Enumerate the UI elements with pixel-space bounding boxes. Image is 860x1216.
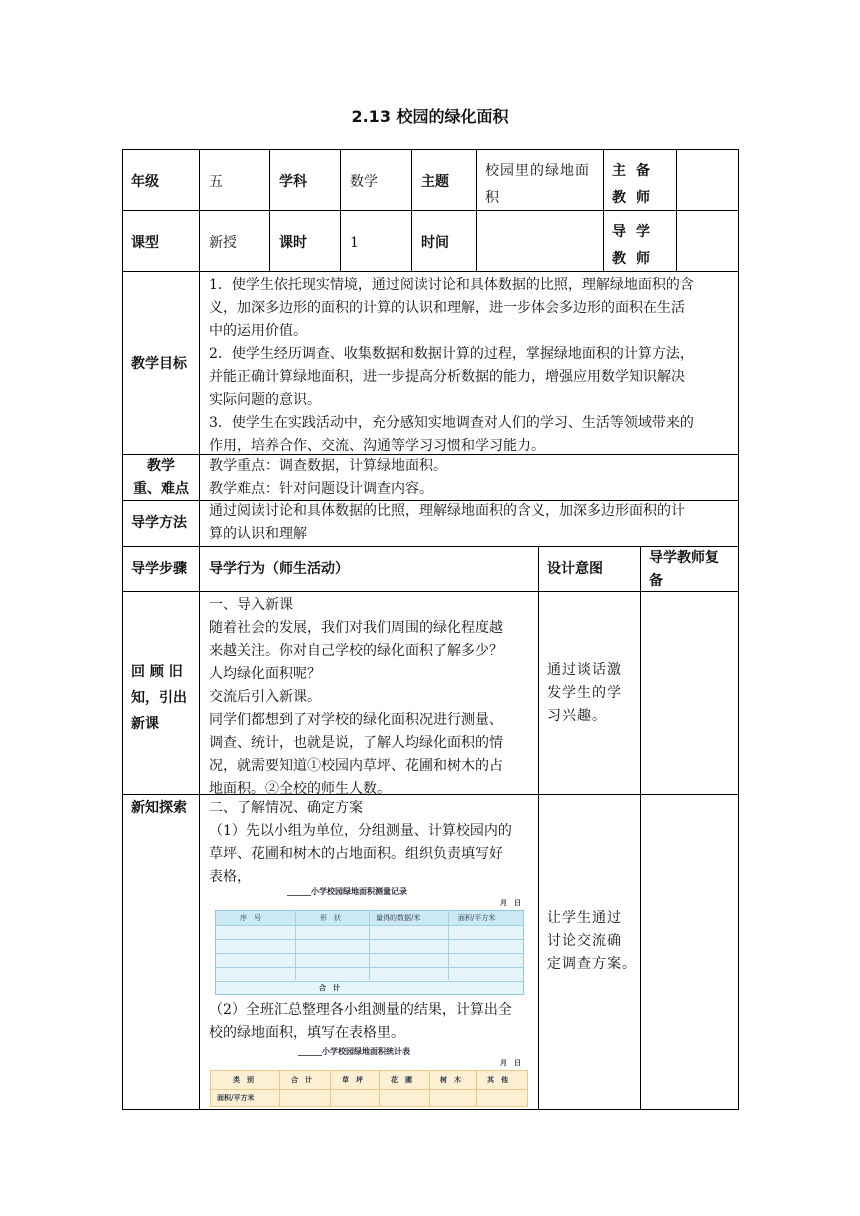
step1-line: 一、导入新课 — [209, 597, 293, 613]
method-line: 算的认识和理解 — [209, 526, 307, 542]
table2-header: 草 坪 — [342, 1075, 363, 1084]
statistics-table — [210, 1070, 528, 1107]
step2-intent-line: 讨论交流确 — [547, 933, 622, 949]
key-points-text — [209, 455, 737, 501]
step2-label: 新知探索 — [131, 800, 187, 816]
step1-line: 同学们都想到了对学校的绿化面积况进行测量、 — [209, 712, 503, 728]
lesson-type-label: 课型 — [131, 235, 159, 251]
step1-line: 人均绿化面积呢？ — [209, 666, 321, 682]
time-label: 时间 — [421, 235, 449, 251]
step1-line: 随着社会的发展，我们对我们周围的绿化程度越 — [209, 620, 503, 636]
method-text — [209, 500, 737, 546]
step1-line: 地面积。②全校的师生人数。 — [209, 781, 391, 797]
period-label: 课时 — [279, 235, 307, 251]
behavior-header: 导学行为（师生活动） — [209, 561, 349, 577]
table1-header: 序 号 — [240, 914, 261, 922]
guide-teacher-label: 导学教师 — [612, 224, 660, 267]
table1-header: 量得的数据/米 — [376, 914, 421, 922]
table1-total: 合 计 — [319, 983, 340, 992]
objective-line: 3．使学生在实践活动中，充分感知实地调查对人们的学习、生活等领域带来的 — [209, 415, 694, 431]
step1-intent-line: 习兴趣。 — [547, 708, 607, 724]
step1-label-line: 知，引出 — [131, 690, 187, 706]
objectives-label: 教学目标 — [131, 356, 187, 372]
step2-text-b — [209, 999, 537, 1045]
step2-intent-line: 定调查方案。 — [547, 956, 637, 972]
table2-header: 花 圃 — [391, 1075, 412, 1084]
table2-title: ______小学校园绿地面积统计表 — [298, 1046, 410, 1056]
review-header-line1: 导学教师复 — [649, 550, 719, 566]
key-points-label-line2: 重、难点 — [133, 481, 189, 497]
table2-row-label: 面积/平方米 — [217, 1093, 255, 1102]
step1-line: 况，就需要知道①校园内草坪、花圃和树木的占 — [209, 758, 503, 774]
table2-header: 合 计 — [291, 1075, 312, 1084]
review-header-line2: 备 — [649, 573, 663, 589]
method-line: 通过阅读讨论和具体数据的比照，理解绿地面积的含义，加深多边形面积的计 — [209, 503, 685, 519]
key-points-label-line1: 教学 — [147, 458, 175, 474]
step2-line: （1）先以小组为单位，分组测量、计算校园内的 — [209, 823, 512, 839]
grade-value: 五 — [209, 174, 223, 190]
difficult-point: 教学难点：针对问题设计调查内容。 — [209, 481, 433, 497]
lesson-type-value: 新授 — [209, 235, 237, 251]
key-point: 教学重点：调查数据，计算绿地面积。 — [209, 458, 447, 474]
objective-line: 1．使学生依托现实情境，通过阅读讨论和具体数据的比照，理解绿地面积的含 — [209, 277, 694, 293]
objective-line: 义，加深多边形的面积的计算的认识和理解，进一步体会多边形的面积在生活 — [209, 300, 685, 316]
step1-line: 调查、统计，也就是说，了解人均绿化面积的情 — [209, 735, 503, 751]
objective-line: 2．使学生经历调查、收集数据和数据计算的过程，掌握绿地面积的计算方法， — [209, 346, 694, 362]
step1-intent-line: 发学生的学 — [547, 685, 622, 701]
review-header — [649, 547, 739, 593]
key-points-label — [125, 455, 197, 501]
method-label: 导学方法 — [131, 515, 187, 531]
step2-line: （2）全班汇总整理各小组测量的结果，计算出全 — [209, 1002, 512, 1018]
table1-title: ______小学校园绿地面积测量记录 — [287, 886, 407, 896]
grade-label: 年级 — [131, 174, 159, 190]
table2-header: 树 木 — [440, 1075, 461, 1084]
steps-header: 导学步骤 — [131, 561, 187, 577]
page-title: 2.13 校园的绿化面积 — [351, 107, 509, 126]
topic-label: 主题 — [421, 174, 449, 190]
table1-date: 月 日 — [500, 898, 521, 907]
step2-line: 二、了解情况、确定方案 — [209, 800, 363, 816]
table1-header: 面积/平方米 — [458, 914, 496, 922]
step2-text-a — [209, 797, 537, 889]
step1-intent-line: 通过谈话激 — [547, 662, 622, 678]
table2-header: 其 他 — [487, 1075, 508, 1084]
step1-label-line: 回 顾 旧 — [131, 664, 183, 680]
step2-intent-line: 让学生通过 — [547, 910, 622, 926]
step2-line: 表格， — [209, 869, 251, 885]
step1-label — [131, 659, 187, 737]
step1-line: 来越关注。你对自己学校的绿化面积了解多少？ — [209, 643, 503, 659]
objectives-text — [209, 274, 737, 458]
step2-line: 草坪、花圃和树木的占地面积。组织负责填写好 — [209, 846, 503, 862]
table1-header: 形 状 — [320, 914, 341, 922]
step2-line: 校的绿地面积，填写在表格里。 — [209, 1025, 405, 1041]
topic-value: 校园里的绿地面积 — [485, 163, 590, 206]
step1-intent — [547, 659, 637, 728]
objective-line: 作用，培养合作、交流、沟通等学习习惯和学习能力。 — [209, 438, 545, 454]
subject-label: 学科 — [279, 174, 307, 190]
step1-label-line: 新课 — [131, 716, 159, 732]
table2-date: 月 日 — [500, 1058, 521, 1067]
objective-line: 实际问题的意识。 — [209, 392, 321, 408]
objective-line: 并能正确计算绿地面积，进一步提高分析数据的能力，增强应用数学知识解决 — [209, 369, 685, 385]
intent-header: 设计意图 — [547, 561, 603, 577]
lead-teacher-label: 主备教师 — [612, 163, 660, 206]
measurement-record-table — [215, 910, 524, 995]
step2-intent — [547, 907, 637, 976]
period-value: 1 — [350, 235, 359, 251]
step1-line: 交流后引入新课。 — [209, 689, 321, 705]
subject-value: 数学 — [350, 174, 378, 190]
objective-line: 中的运用价值。 — [209, 323, 307, 339]
step1-text — [209, 594, 537, 801]
table2-header: 类 别 — [233, 1075, 254, 1084]
